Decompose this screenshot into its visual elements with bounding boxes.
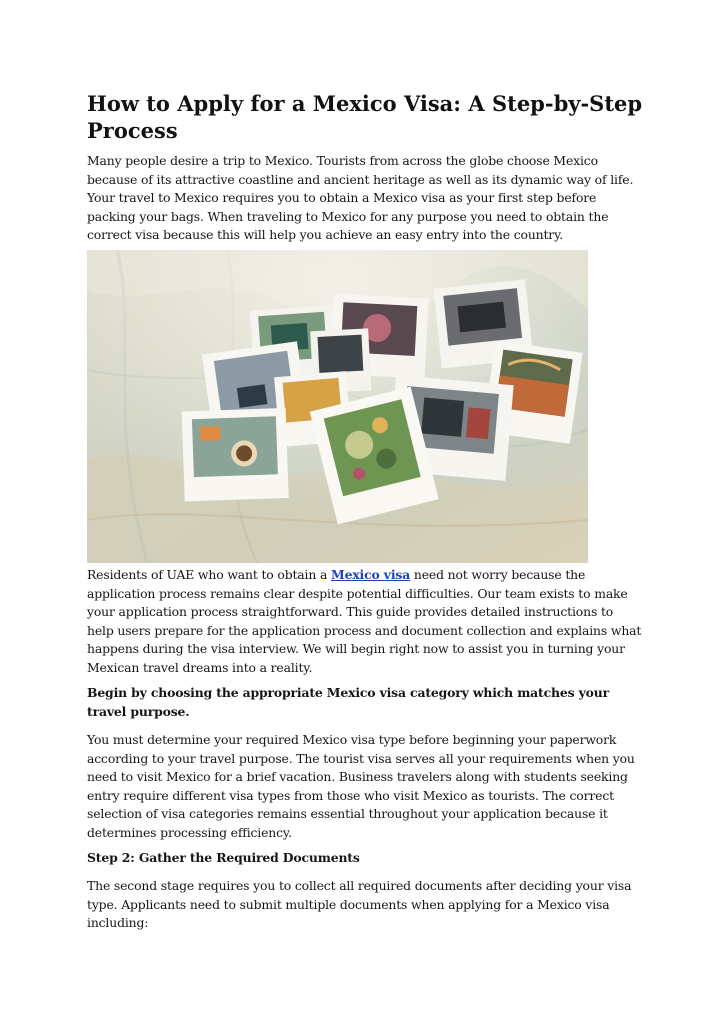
- step1-paragraph: You must determine your required Mexico visa type before beginning your paperwork according to your travel purpose. The tourist visa serves all your requirements when you need to visit Mexico for a brief vacation. Business travelers along with students seeking entry require different visa types from those who visit Mexico as tourists. The correct selection of visa categories remains essential throughout your application because it determines processing efficiency.: [87, 732, 635, 840]
- uae-residents-paragraph: [87, 566, 643, 677]
- mexico-visa-link[interactable]: Mexico visa: [331, 567, 411, 582]
- page-title: How to Apply for a Mexico Visa: A Step-by-Step Process: [87, 91, 643, 143]
- step1-heading: Begin by choosing the appropriate Mexico visa category which matches your travel purpose.: [87, 685, 609, 719]
- step2-paragraph: The second stage requires you to collect all required documents after deciding your visa type. Applicants need to submit multiple documents when applying for a Mexico visa including:: [87, 878, 632, 930]
- travel-photos-image: [87, 250, 588, 563]
- step2-heading: Step 2: Gather the Required Documents: [87, 850, 360, 865]
- para2-text-after: need not worry because the application process remains clear despite potential difficulties. Our team exists to make your application process straightforward. This guide provides detailed instructions to help users prepare for the application process and document collection and explains what happens during the visa interview. We will begin right now to assist you in turning your Mexican travel dreams into a reality.: [87, 567, 642, 675]
- para2-text-before: Residents of UAE who want to obtain a: [87, 567, 332, 582]
- intro-paragraph: Many people desire a trip to Mexico. Tourists from across the globe choose Mexico because of its attractive coastline and ancient heritage as well as its dynamic way of life. Your travel to Mexico requires you to obtain a Mexico visa as your first step before packing your bags. When traveling to Mexico for any purpose you need to obtain the correct visa because this will help you achieve an easy entry into the country.: [87, 153, 634, 242]
